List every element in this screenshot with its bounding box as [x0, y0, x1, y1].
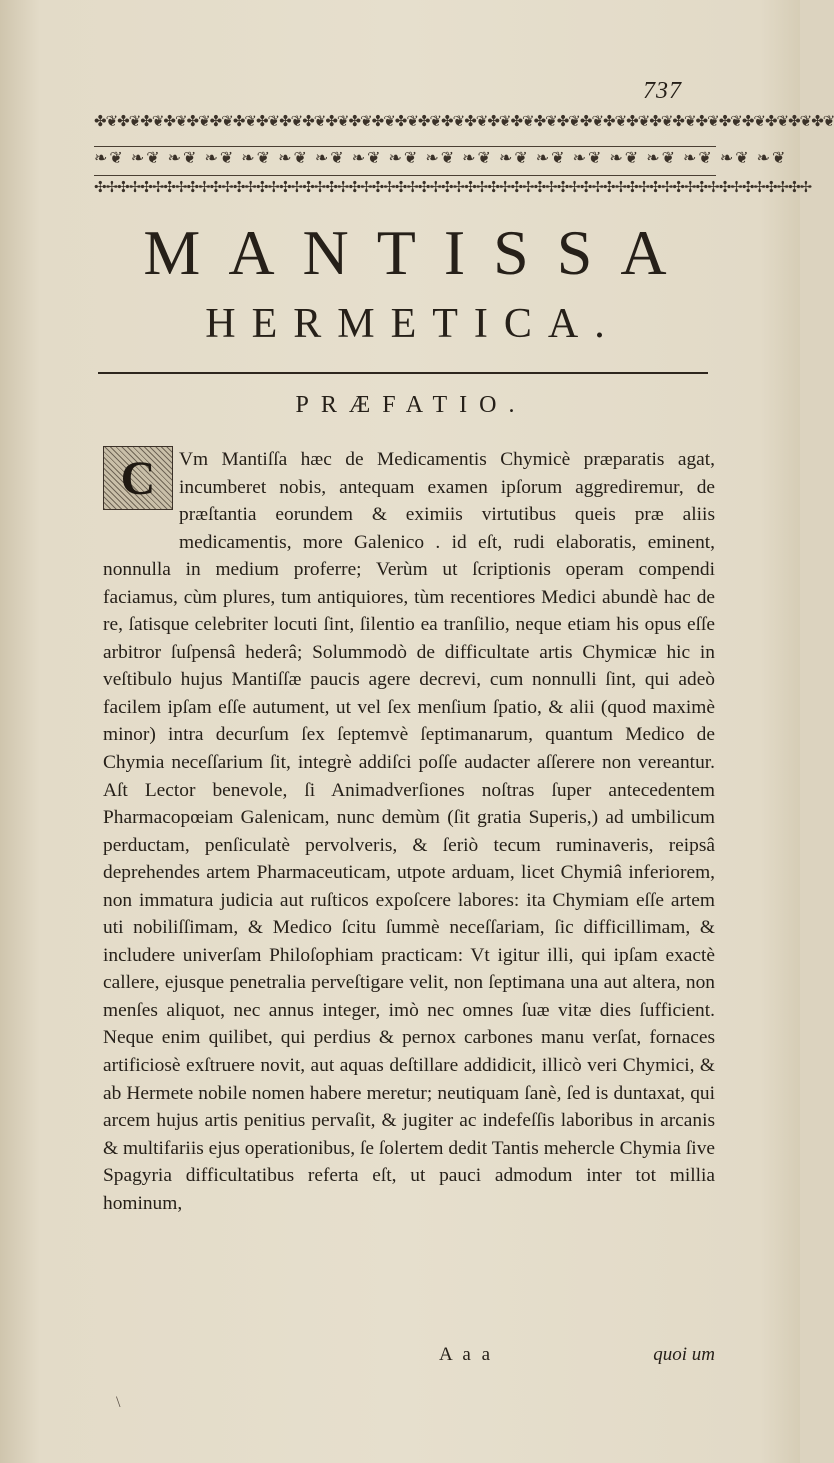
ornament-divider [94, 175, 716, 176]
catchword: quoi um [653, 1344, 715, 1365]
paragraph: Vm Mantiſſa hæc de Medicamentis Chymicè præparatis agat, incumberet nobis, antequam examen ipſorum aggrediremur, de præſtantia eorundem & eximiis virtutibus queis præ aliis medicamentis, more Galenico . id eſt, rudi elaboratis, eminent, nonnulla in medium proferre; Verùm ut ſcriptionis operam compendi faciamus, cùm plures, tum antiquiores, tùm recentiores Medici abundè hac de re, ſatisque celebriter locuti ſint, ſilentio ea tranſilio, neque etiam his opus eſſe arbitror ſuſpensâ hederâ; Solummodò de difficultate artis Chymicæ hic in veſtibulo hujus Mantiſſæ paucis agere decrevi, cum nonnulli ſint, qui adeò facilem ipſam eſſe autument, ut vel ſex menſium ſpatio, & alii (quod maximè minor) intra decurſum ſex ſeptemvè ſeptimanarum, quantum Medico de Chymia neceſſarium ſit, integrè addiſci poſſe audacter aſſerere non vereantur. Aſt Lector benevole, ſi Animadverſiones noſtras ſuper antecedentem Pharmacopœiam Galenicam, nunc demùm (ſit gratia Superis,) ad umbilicum perductam, penſiculatè pervolveris, & ſeriò tecum ruminaveris, reipsâ deprehendes artem Pharmaceuticam, utpote arduam, licet Chymiâ inferiorem, non immatura judicia aut ruſticos expoſcere labores: ita Chymiam eſſe artem uti nobiliſſimam, & Medico ſcitu ſummè neceſſariam, ſic difficillimam, & includere univerſam Philoſophiam practicam: Vt igitur illi, qui ipſam exactè callere, ejusque penetralia perveſtigare velit, non ſeptimana una aut altera, non menſes aliquot, nec annus integer, imò nec omnes ſuæ vitæ dies ſufficient. Neque enim quilibet, qui perdius & pernox carbones manu verſat, fornaces artificiosè exſtruere novit, aut aquas deſtillare addidicit, illicò veri Chymici, & ab Hermete nobile nomen habere meretur; neutiquam ſanè, ſed is duntaxat, qui arcem hujus artis penitius pervaſit, & jugiter ac indefeſſis laboribus in arcanis & multifariis ejus operationibus, ſe ſolertem dedit Tantis mehercle Chymia ſive Spagyria difficultatibus referta eſt, ut pauci admodum inter tot millia hominum, [103, 449, 715, 1214]
page-title: MANTISSA [143, 217, 695, 288]
decorated-initial-letter: C [120, 452, 156, 505]
title-rule [98, 372, 708, 374]
ornament-band-bottom: ✣✢✣✢✣✢✣✢✣✢✣✢✣✢✣✢✣✢✣✢✣✢✣✢✣✢✣✢✣✢✣✢✣✢✣✢✣✢✣✢✣✢✣✢✣✢✣✢✣✢✣✢✣✢✣✢✣✢✣✢✣✢ [94, 180, 812, 196]
body-text [103, 446, 715, 1217]
ornament-band-middle: ❧❦ ❧❦ ❧❦ ❧❦ ❧❦ ❧❦ ❧❦ ❧❦ ❧❦ ❧❦ ❧❦ ❧❦ ❧❦ ❧❦ ❧❦ ❧❦ ❧❦ ❧❦ ❧❦ [94, 150, 788, 167]
ornament-divider [94, 146, 716, 147]
section-heading: PRÆFATIO. [295, 392, 527, 418]
initial-space [103, 446, 179, 552]
signature-mark: A a a [439, 1344, 494, 1365]
page-number: 737 [643, 78, 682, 104]
page-subtitle: HERMETICA. [205, 301, 621, 347]
ornament-band-top: ✤❦✤❦✤❦✤❦✤❦✤❦✤❦✤❦✤❦✤❦✤❦✤❦✤❦✤❦✤❦✤❦✤❦✤❦✤❦✤❦✤❦✤❦✤❦✤❦✤❦✤❦✤❦✤❦✤❦✤❦✤❦✤❦ [94, 114, 834, 130]
stray-mark: \ [116, 1394, 121, 1411]
page-footer [103, 1344, 715, 1370]
